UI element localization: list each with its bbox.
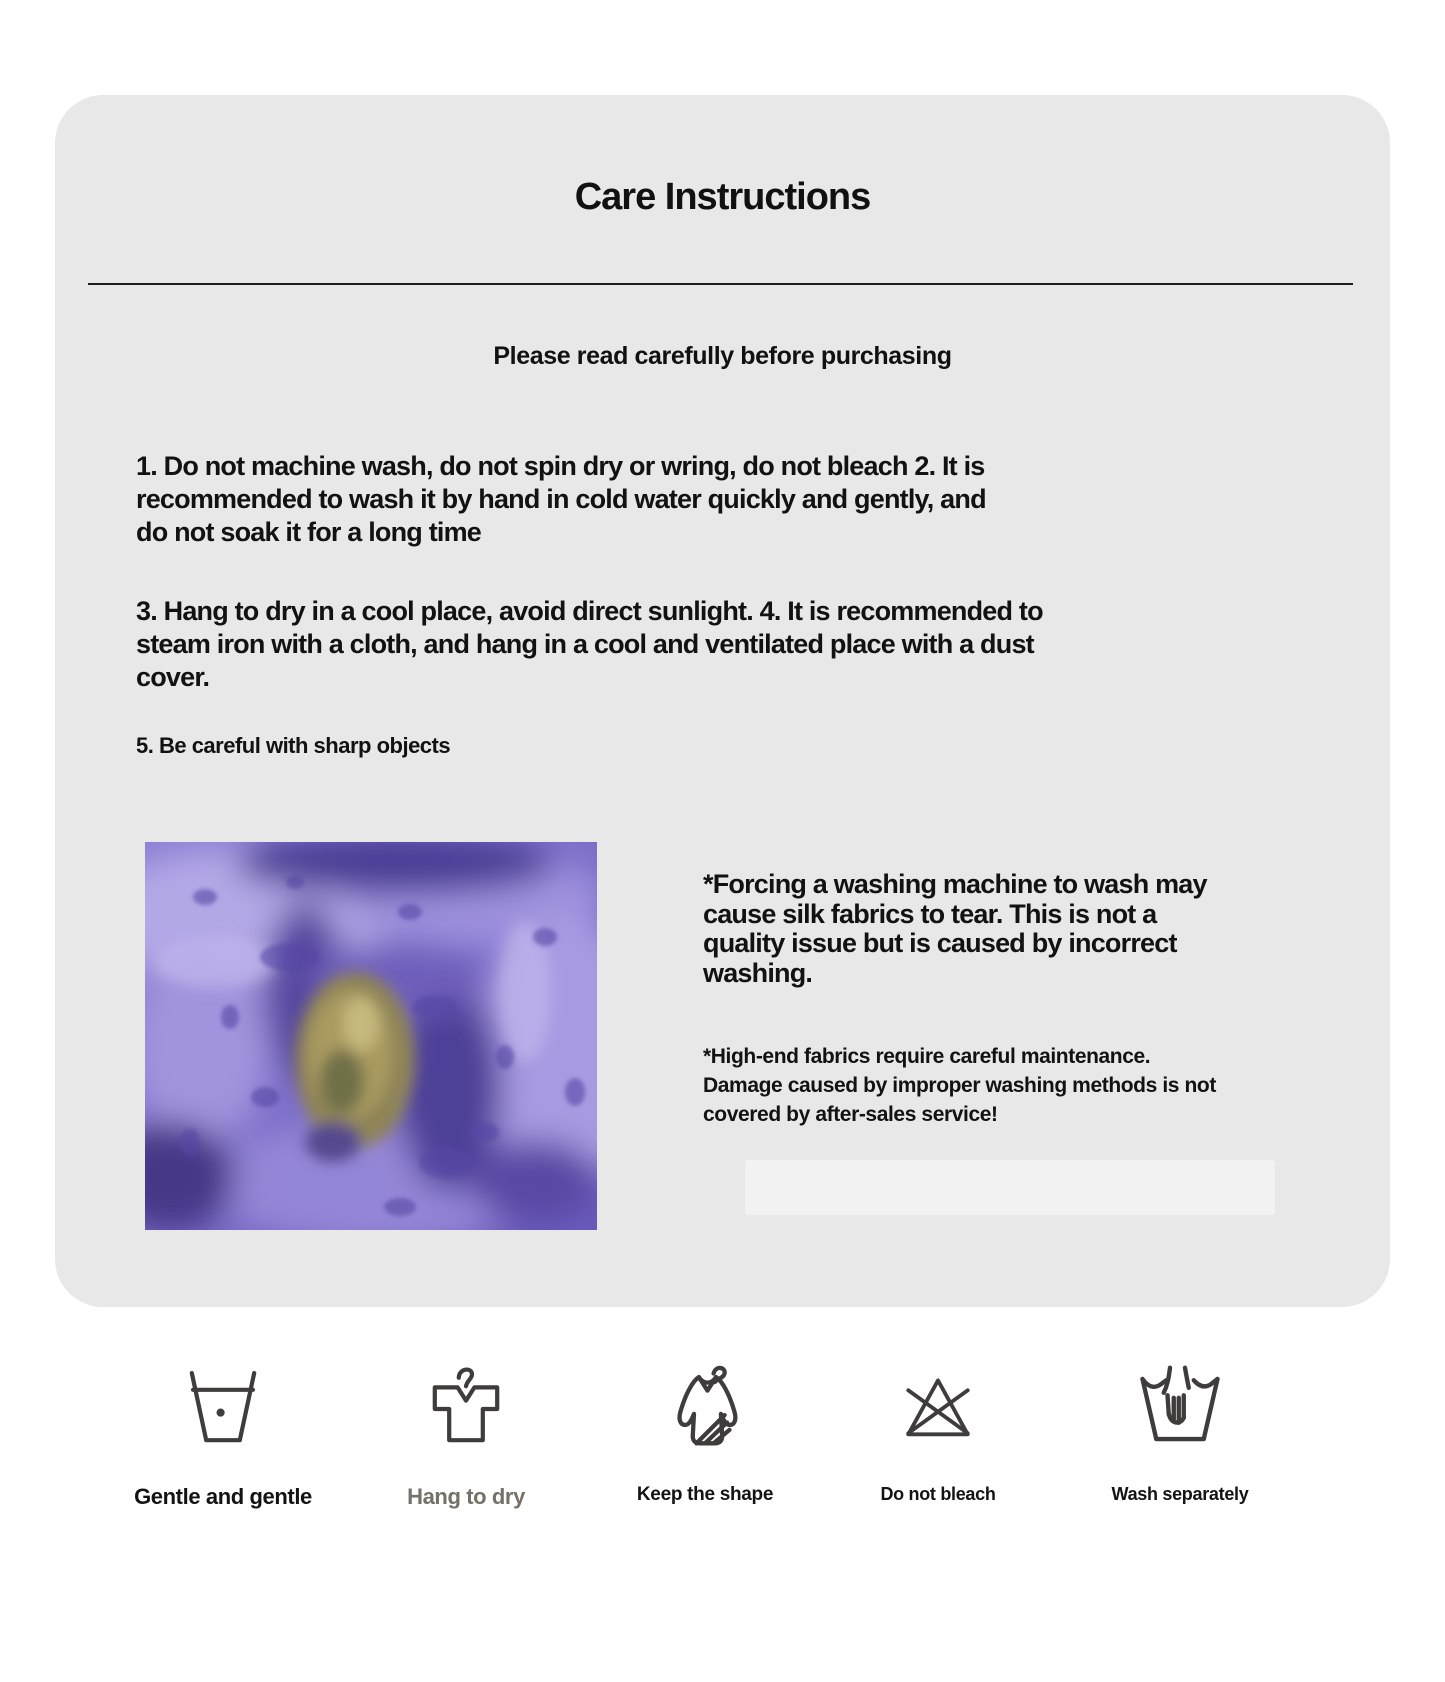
warning-line: washing. <box>703 957 813 988</box>
paragraph-line: 3. Hang to dry in a cool place, avoid direct sunlight. 4. It is recommended to <box>136 596 1043 626</box>
warning-secondary <box>703 1042 1216 1129</box>
care-symbol-label: Hang to dry <box>407 1484 525 1509</box>
care-symbol-gentle-wash <box>93 1352 353 1612</box>
warning-line: cause silk fabrics to tear. This is not a <box>703 898 1157 929</box>
paragraph-line: recommended to wash it by hand in cold water quickly and gently, and <box>136 484 986 514</box>
instruction-paragraph-1 <box>136 450 986 549</box>
warning-line: Damage caused by improper washing methods is not <box>703 1074 1216 1097</box>
care-symbol-keep-shape <box>575 1352 835 1612</box>
care-symbol-label: Keep the shape <box>636 1484 774 1505</box>
title-divider <box>88 283 1353 285</box>
no-bleach-triangle-icon <box>894 1365 982 1453</box>
warning-line: *Forcing a washing machine to wash may <box>703 869 1207 899</box>
hand-wash-basin-icon <box>1130 1359 1230 1459</box>
warning-line: *High-end fabrics require careful maintenance. <box>703 1045 1151 1068</box>
garment-keep-shape-icon <box>656 1360 754 1458</box>
care-symbol-label: Wash separately <box>1111 1484 1249 1504</box>
highlight-strip <box>745 1160 1275 1215</box>
care-symbol-label: Gentle and gentle <box>134 1484 312 1509</box>
paragraph-line: steam iron with a cloth, and hang in a cool and ventilated place with a dust <box>136 629 1034 659</box>
paragraph-line: cover. <box>136 662 210 692</box>
care-symbol-hang-dry <box>336 1352 596 1612</box>
subtitle: Please read carefully before purchasing <box>493 342 952 370</box>
warning-primary <box>703 870 1207 988</box>
fabric-illustration <box>145 842 597 1230</box>
gentle-wash-basin-icon <box>175 1361 271 1457</box>
care-symbol-wash-separately <box>1050 1352 1310 1612</box>
care-symbol-no-bleach <box>808 1352 1068 1612</box>
paragraph-line: do not soak it for a long time <box>136 517 482 547</box>
shirt-on-hanger-icon <box>418 1361 514 1457</box>
paragraph-line: 1. Do not machine wash, do not spin dry or wring, do not bleach 2. It is <box>136 451 985 481</box>
page-title: Care Instructions <box>574 176 871 218</box>
warning-line: quality issue but is caused by incorrect <box>703 928 1177 958</box>
care-symbol-label: Do not bleach <box>880 1484 996 1504</box>
fabric-damage-image <box>145 842 597 1230</box>
warning-line: covered by after-sales service! <box>703 1103 998 1126</box>
instruction-note: 5. Be careful with sharp objects <box>136 733 451 758</box>
instruction-paragraph-2 <box>136 595 1043 694</box>
